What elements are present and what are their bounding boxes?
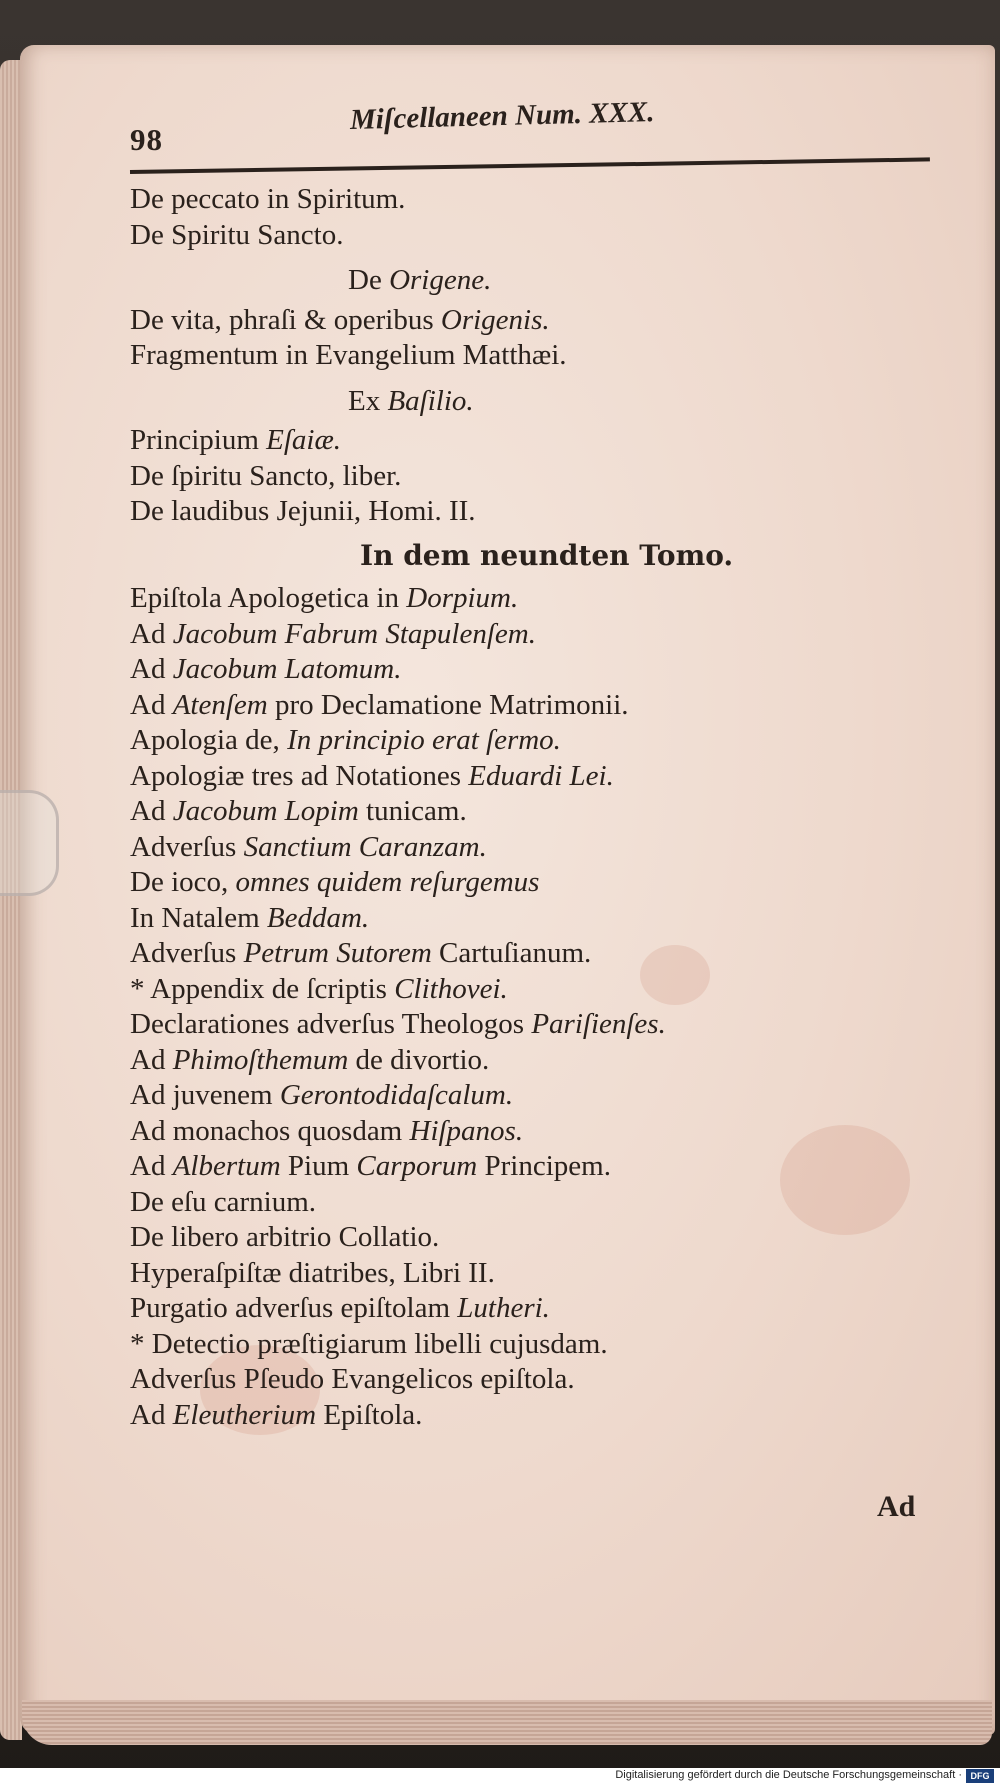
text: Ad — [130, 1398, 173, 1431]
catchword: Ad — [877, 1490, 916, 1523]
text: Apologiæ tres ad Notationes — [130, 759, 469, 792]
page-stack-bottom-edge — [22, 1700, 992, 1745]
text: * Appendix de ſcriptis — [130, 972, 395, 1005]
text: Ex — [348, 384, 388, 417]
contents-entry — [130, 1043, 930, 1079]
text: Ad juvenem — [130, 1079, 280, 1111]
text: Declarationes adverſus Theologos — [130, 1008, 532, 1040]
contents-entry — [130, 688, 930, 724]
contents-entry — [130, 794, 930, 830]
italic-text: Sanctium Caranzam. — [243, 830, 487, 863]
text: Hyperaſpiſtæ diatribes, Libri II. — [130, 1256, 495, 1289]
italic-text: Phimoſthemum — [172, 1043, 349, 1076]
book-clip — [0, 790, 59, 896]
italic-text: Beddam. — [266, 901, 370, 934]
text: In dem neundten Tomo. — [360, 538, 734, 572]
text: De — [348, 264, 390, 296]
contents-entry — [130, 1362, 930, 1398]
italic-text: Eſaiæ. — [266, 424, 342, 456]
contents-entry — [130, 1007, 930, 1043]
contents-entry — [130, 1291, 930, 1327]
italic-text: Baſilio. — [387, 384, 474, 417]
text: De laudibus Jejunii, Homi. II. — [130, 495, 476, 527]
text: Apologia de, — [130, 724, 288, 756]
contents-entry — [130, 1256, 930, 1292]
italic-text: Eduardi Lei. — [468, 759, 614, 792]
contents-entry — [130, 494, 930, 530]
italic-text: Hiſpanos. — [409, 1114, 524, 1147]
contents-entry — [130, 459, 930, 495]
italic-text: Atenſem — [172, 688, 268, 721]
text: In Natalem — [130, 901, 267, 934]
italic-text: Origenis. — [440, 303, 550, 336]
section-heading — [130, 263, 930, 299]
text: Purgatio adverſus epiſtolam — [130, 1292, 458, 1324]
page-stack-left-edge — [0, 60, 22, 1740]
contents-entry — [130, 1185, 930, 1221]
contents-entry — [130, 303, 930, 339]
italic-text: Carporum — [356, 1150, 478, 1182]
italic-text: Lutheri. — [457, 1292, 550, 1324]
italic-text: Eleutherium — [172, 1398, 317, 1431]
text: De eſu carnium. — [130, 1185, 317, 1218]
contents-list — [130, 182, 930, 1433]
footer-credit: Digitalisierung gefördert durch die Deutsche Forschungsgemeinschaft · — [615, 1769, 962, 1781]
text: Pium — [280, 1150, 357, 1182]
contents-entry — [130, 1114, 930, 1150]
contents-entry — [130, 423, 930, 459]
text: Adverſus — [130, 830, 244, 863]
contents-entry — [130, 1327, 930, 1363]
contents-entry — [130, 338, 930, 374]
contents-entry — [130, 830, 930, 866]
italic-text: Jacobum Lopim — [172, 795, 359, 827]
contents-entry — [130, 1398, 930, 1434]
contents-entry — [130, 723, 930, 759]
contents-entry — [130, 865, 930, 901]
text: Adverſus Pſeudo Evangelicos epiſtola. — [130, 1363, 575, 1395]
text: De ioco, — [130, 866, 236, 898]
text: Ad — [130, 1043, 173, 1076]
italic-text: Pariſienſes. — [531, 1008, 666, 1040]
contents-entry — [130, 652, 930, 688]
dfg-logo: DFG — [966, 1769, 994, 1783]
text: Ad — [130, 795, 173, 827]
text: pro Declamatione Matrimonii. — [267, 688, 629, 721]
contents-entry — [130, 936, 930, 972]
italic-text: In principio erat ſermo. — [287, 724, 561, 756]
contents-entry — [130, 1078, 930, 1114]
text: Principium — [130, 424, 267, 456]
page-header — [130, 96, 920, 160]
text: De libero arbitrio Collatio. — [130, 1221, 440, 1253]
text: Ad — [130, 688, 173, 721]
running-title: Miſcellaneen Num. XXX. — [349, 96, 655, 136]
italic-text: Petrum Sutorem — [243, 937, 432, 969]
text: Epiſtola. — [316, 1398, 423, 1431]
text: Adverſus — [130, 937, 244, 969]
text: Ad — [130, 1150, 173, 1182]
contents-entry — [130, 1220, 930, 1256]
text: * Detectio præſtigiarum libelli cujusdam. — [130, 1327, 608, 1360]
text: Principem. — [477, 1150, 611, 1182]
italic-text: Jacobum Latomum. — [172, 653, 402, 685]
text: Ad — [130, 653, 173, 685]
text: De vita, phraſi & operibus — [130, 303, 441, 336]
text: Cartuſianum. — [431, 937, 592, 969]
text: Ad — [130, 617, 173, 650]
italic-text: Jacobum Fabrum Stapulenſem. — [172, 617, 536, 650]
contents-entry — [130, 617, 930, 653]
contents-entry — [130, 1149, 930, 1185]
text: Epiſtola Apologetica in — [130, 582, 407, 614]
text: De peccato in Spiritum. — [130, 183, 406, 215]
contents-entry — [130, 182, 930, 218]
text: De Spiritu Sancto. — [130, 218, 344, 251]
text: De ſpiritu Sancto, liber. — [130, 459, 402, 492]
italic-text: Clithovei. — [394, 972, 508, 1005]
italic-text: Gerontodidaſcalum. — [279, 1079, 514, 1111]
text: tunicam. — [358, 795, 467, 827]
contents-entry — [130, 901, 930, 937]
contents-entry — [130, 581, 930, 617]
text: Ad monachos quosdam — [130, 1114, 410, 1147]
text: de divortio. — [348, 1043, 490, 1076]
contents-entry — [130, 759, 930, 795]
section-heading — [130, 538, 930, 574]
page-number: 98 — [130, 122, 163, 157]
italic-text: omnes quidem reſurgemus — [235, 866, 540, 898]
italic-text: Origene. — [389, 264, 492, 296]
contents-entry — [130, 218, 930, 254]
italic-text: Albertum — [172, 1150, 281, 1182]
contents-entry — [130, 972, 930, 1008]
section-heading — [130, 384, 930, 420]
italic-text: Dorpium. — [406, 582, 519, 614]
text: Fragmentum in Evangelium Matthæi. — [130, 339, 567, 371]
